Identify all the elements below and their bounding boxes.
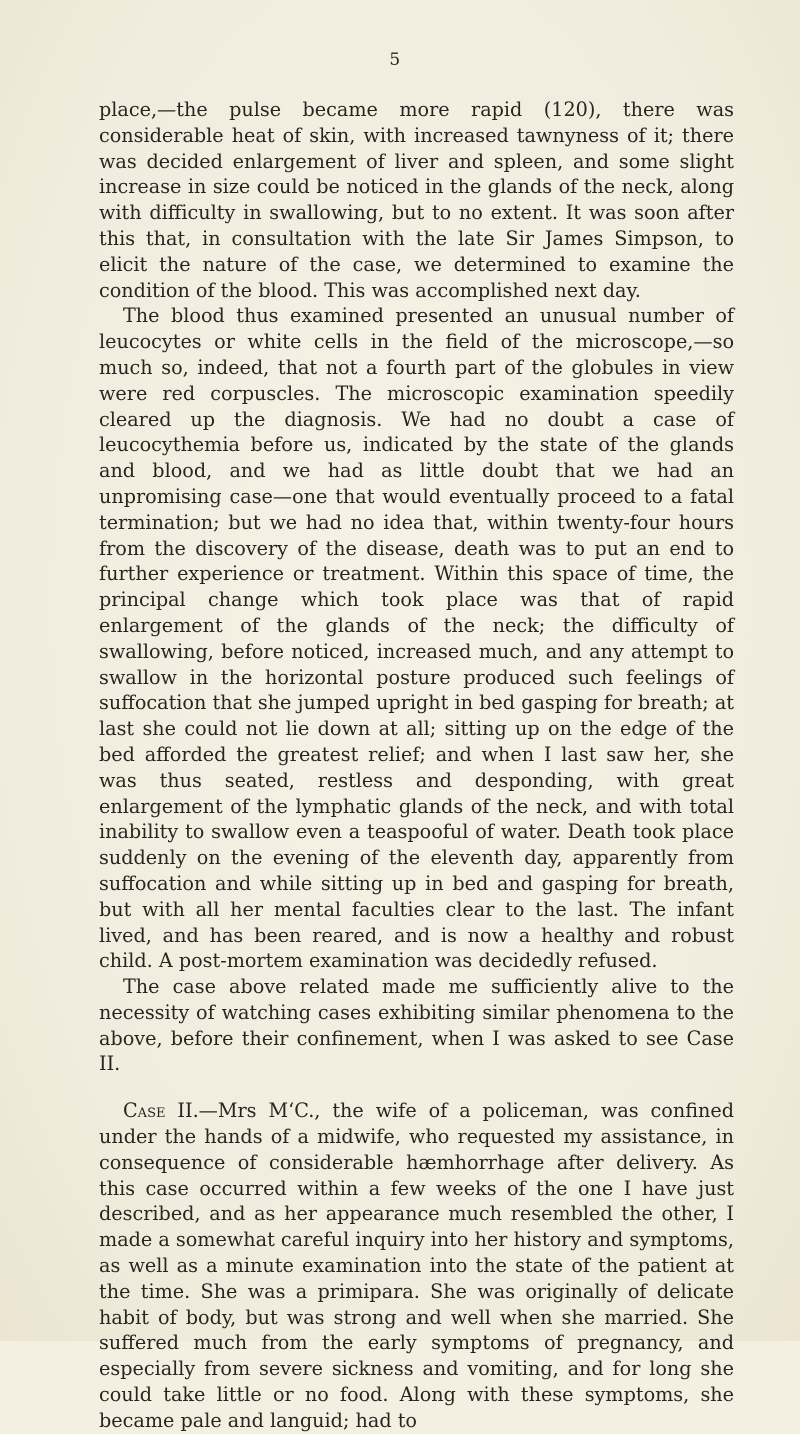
- body-text: [99, 97, 734, 1434]
- paragraph-2: The blood thus examined presented an unusual number of leucocytes or white cells in the field of the microscope,—so much so, indeed, that not a fourth part of the globules in view were red corpuscles. The microscopic examination speedily cleared up the diagnosis. We had no doubt a case of leucocythemia before us, indicated by the state of the glands and blood, and we had as little doubt that we had an unpromising case—one that would eventually proceed to a fatal termination; but we had no idea that, within twenty-four hours from the discovery of the disease, death was to put an end to further experience or treatment. Within this space of time, the principal change which took place was that of rapid enlargement of the glands of the neck; the difficulty of swallowing, before noticed, increased much, and any attempt to swallow in the horizontal posture produced such feelings of suffocation that she jumped upright in bed gasping for breath; at last she could not lie down at all; sitting up on the edge of the bed afforded the greatest relief; and when I last saw her, she was thus seated, restless and desponding, with great enlargement of the lymphatic glands of the neck, and with total inability to swallow even a teaspooful of water. Death took place suddenly on the evening of the eleventh day, apparently from suffocation and while sitting up in bed and gasping for breath, but with all her mental faculties clear to the last. The infant lived, and has been reared, and is now a healthy and robust child. A post-mortem examination was decidedly refused.: [99, 304, 734, 973]
- page-number: 5: [389, 50, 401, 70]
- paragraph-1: place,—the pulse became more rapid (120), there was considerable heat of skin, with increased tawnyness of it; there was decided enlargement of liver and spleen, and some slight increase in size could be noticed in the glands of the neck, along with difficulty in swallowing, but to no extent. It was soon after this that, in consultation with the late Sir James Simpson, to elicit the nature of the case, we determined to examine the condition of the blood. This was accomplished next day.: [99, 98, 734, 302]
- paragraph-4-text: —Mrs M‘C., the wife of a policeman, was confined under the hands of a midwife, who requested my assistance, in consequence of considerable hæmhorrhage after delivery. As this case occurred within a few weeks of the one I have just described, and as her appearance much resembled the other, I made a somewhat careful inquiry into her history and symptoms, as well as a minute examination into the state of the patient at the time. She was a primipara. She was originally of delicate habit of body, but was strong and well when she married. She suffered much from the early symptoms of pregnancy, and especially from severe sickness and vomiting, and for long she could take little or no food. Along with these symptoms, she became pale and languid; had to: [99, 1099, 734, 1432]
- case-label: Case II.: [123, 1099, 199, 1123]
- paragraph-3: The case above related made me sufficiently alive to the necessity of watching cases exhibiting similar phenomena to the above, before their confinement, when I was asked to see Case II.: [99, 975, 734, 1076]
- paragraph-case-2: [99, 1098, 734, 1433]
